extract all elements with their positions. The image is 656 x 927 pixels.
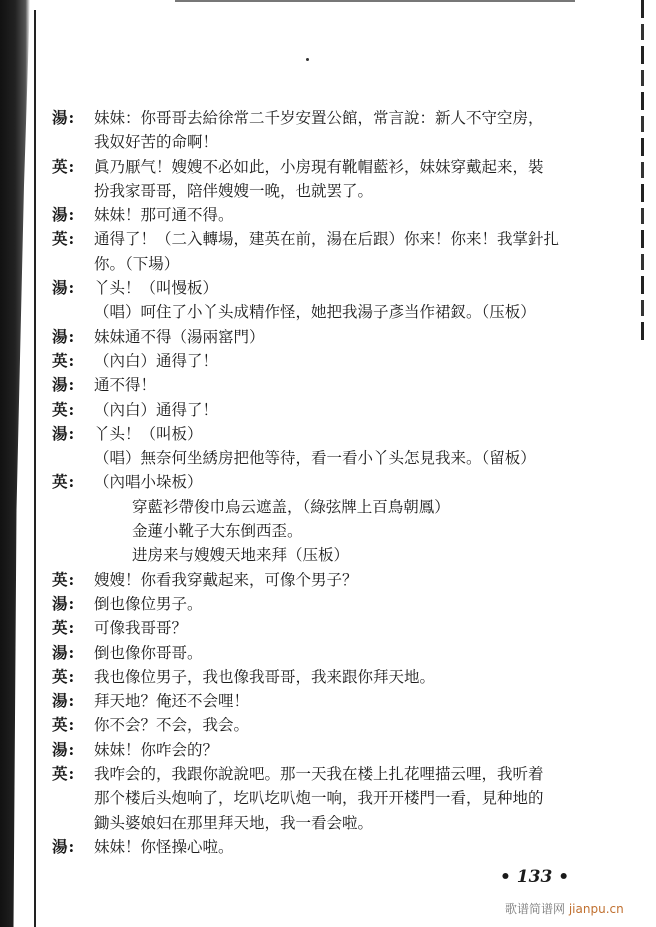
sung-line: （唱）無奈何坐綉房把他等待，看一看小丫头怎見我来。（留板） — [94, 449, 536, 468]
dialogue-line: 湯: 妹妹：你哥哥去給徐常二千岁安置公館，常言說：新人不守空房， — [52, 106, 602, 130]
speaker-label: 湯: — [52, 836, 76, 856]
dialogue-line: 英: 你不会？不会，我会。 — [52, 713, 602, 737]
speaker-label: 湯: — [52, 108, 76, 127]
page-number: • 133 • — [500, 867, 570, 887]
watermark-brand: jianpu.cn — [568, 902, 624, 916]
dialogue-line: 英: （內白）通得了！ — [52, 349, 602, 373]
dialogue-line: 湯: 拜天地？俺还不会哩！ — [52, 689, 602, 713]
dialogue-line: 英: 可像我哥哥？ — [52, 616, 602, 640]
dialogue-continuation: 你。（下場） — [94, 254, 180, 273]
book-binding-shadow — [0, 0, 30, 927]
dialogue-line: 湯: 妹妹！你怪操心啦。 — [52, 835, 602, 859]
verse-line: 进房来与嫂嫂天地来拜（压板） — [132, 546, 350, 565]
speaker-label: 湯: — [52, 375, 76, 395]
speaker-label: 英: — [52, 350, 76, 370]
dialogue-line: 湯: 妹妹通不得（湯兩窰門） — [52, 325, 602, 349]
speaker-label: 湯: — [52, 739, 76, 759]
speaker-label: 湯: — [52, 593, 76, 613]
sung-line: （唱）呵住了小丫头成精作怪，她把我湯子彥当作裙釵。（压板） — [94, 303, 536, 322]
dialogue-continuation: 扮我家哥哥，陪伴嫂嫂一晚，也就罢了。 — [94, 181, 374, 200]
dialogue-line: 英: 我也像位男子，我也像我哥哥，我来跟你拜天地。 — [52, 665, 602, 689]
dialogue-line: 湯: 妹妹！你咋会的？ — [52, 738, 602, 762]
dialogue-line: 英: （內唱小垛板） — [52, 470, 602, 494]
speaker-label: 湯: — [52, 278, 76, 298]
speaker-label: 湯: — [52, 326, 76, 346]
dialogue-continuation: 我奴好苦的命啊！ — [94, 133, 219, 152]
speaker-label: 湯: — [52, 642, 76, 662]
dialogue-line: 英: 眞乃厭气！嫂嫂不必如此，小房現有靴帽藍衫，妹妹穿戴起来，裝 — [52, 155, 602, 179]
dialogue-line: 湯: 倒也像你哥哥。 — [52, 641, 602, 665]
verse-line: 金蓮小靴子大东倒西歪。 — [132, 522, 303, 541]
dialogue-continuation: 那个楼后头炮响了，圪叭圪叭炮一响，我开开楼門一看，見种地的 — [94, 789, 544, 808]
speaker-label: 英: — [52, 472, 76, 492]
dialogue-line: 英: 通得了！（二入轉場，建英在前，湯在后跟）你来！你来！我掌針扎 — [52, 227, 602, 251]
dialogue-line: 湯: 丫头！（叫板） — [52, 422, 602, 446]
speaker-label: 湯: — [52, 205, 76, 225]
dialogue-line: 英: 我咋会的，我跟你說說吧。那一天我在楼上扎花哩描云哩，我听着 — [52, 762, 602, 786]
dialogue-line: 湯: 倒也像位男子。 — [52, 592, 602, 616]
dialogue-line: 湯: 妹妹！那可通不得。 — [52, 203, 602, 227]
dialogue-line: 英: 嫂嫂！你看我穿戴起来，可像个男子？ — [52, 568, 602, 592]
speaker-label: 英: — [52, 569, 76, 589]
speaker-label: 英: — [52, 666, 76, 686]
top-edge-rule — [175, 0, 575, 2]
binding-edge-line — [34, 10, 36, 927]
speaker-label: 英: — [52, 399, 76, 419]
speaker-label: 英: — [52, 229, 76, 249]
right-page-edge — [641, 0, 644, 340]
speaker-label: 湯: — [52, 423, 76, 443]
speaker-label: 英: — [52, 618, 76, 638]
speaker-label: 英: — [52, 715, 76, 735]
dialogue-line: 湯: 丫头！（叫慢板） — [52, 276, 602, 300]
speaker-label: 湯: — [52, 691, 76, 711]
dialogue-line: 英: （內白）通得了！ — [52, 398, 602, 422]
watermark: 歌谱简谱网 jianpu.cn — [505, 902, 624, 916]
dialogue-continuation: 鋤头婆娘妇在那里拜天地，我一看会啦。 — [94, 813, 374, 832]
scan-speck — [306, 58, 309, 61]
script-page — [52, 106, 602, 859]
speaker-label: 英: — [52, 764, 76, 784]
verse-line: 穿藍衫帶俊巾烏云遮盖，（綠弦牌上百鳥朝鳳） — [132, 497, 450, 516]
dialogue-line: 湯: 通不得！ — [52, 373, 602, 397]
speaker-label: 英: — [52, 156, 76, 176]
